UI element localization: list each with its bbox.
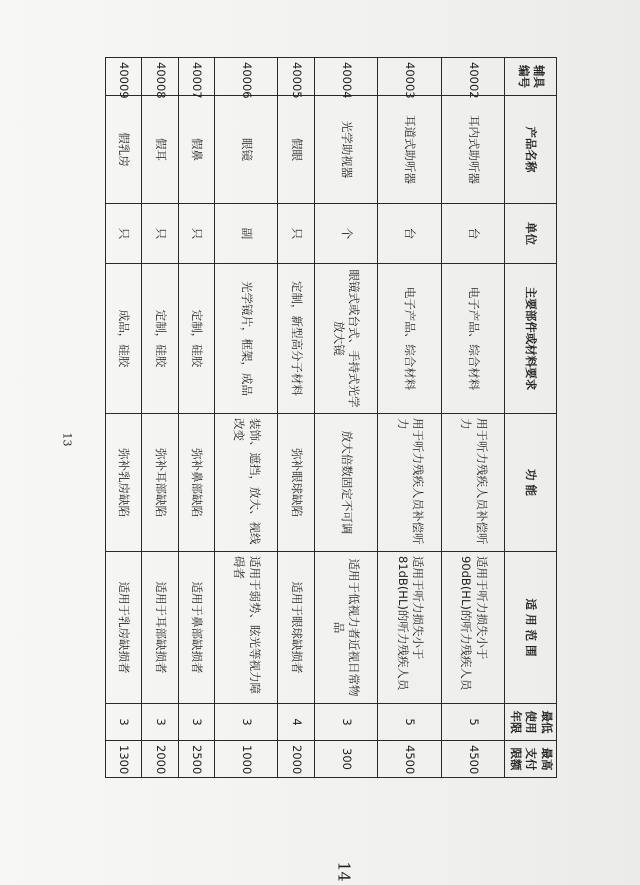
cell-unit: 只 (142, 204, 178, 264)
cell-function: 用于听力残疾人员补偿听力 (441, 414, 505, 552)
cell-code: 40006 (214, 58, 278, 96)
cell-name: 耳道式助听器 (378, 96, 442, 204)
cell-code: 40008 (142, 58, 178, 96)
cell-code: 40005 (278, 58, 314, 96)
cell-unit: 台 (441, 204, 505, 264)
cell-function: 装饰、遮挡，放大、视线改变 (214, 414, 278, 552)
cell-name: 假鼻 (178, 96, 214, 204)
cell-name: 光学助视器 (314, 96, 378, 204)
cell-name: 眼镜 (214, 96, 278, 204)
cell-material: 电子产品、综合材料 (378, 264, 442, 414)
cell-scope: 适用于耳部缺损者 (142, 552, 178, 704)
cell-limit: 4500 (378, 741, 442, 778)
rotated-table-container (105, 57, 557, 777)
page-number-left: 13 (60, 432, 74, 447)
page-number-bottom: 14 (334, 861, 354, 882)
cell-name: 假乳房 (106, 96, 142, 204)
table-row (278, 58, 314, 778)
table-row (178, 58, 214, 778)
cell-material: 光学镜片，框架，成品 (214, 264, 278, 414)
cell-years: 3 (178, 704, 214, 741)
cell-years: 3 (106, 704, 142, 741)
cell-limit: 1000 (214, 741, 278, 778)
table-header-row (505, 58, 557, 778)
cell-material: 电子产品、综合材料 (441, 264, 505, 414)
header-function: 功 能 (505, 414, 557, 552)
table-row (142, 58, 178, 778)
header-material: 主要部件或材料要求 (505, 264, 557, 414)
table-row (214, 58, 278, 778)
cell-years: 5 (441, 704, 505, 741)
header-limit: 最高支付限额 (505, 741, 557, 778)
header-code: 辅具编号 (505, 58, 557, 96)
header-unit: 单位 (505, 204, 557, 264)
cell-unit: 只 (278, 204, 314, 264)
cell-limit: 300 (314, 741, 378, 778)
cell-scope: 适用于听力损失小于81dB(HL)的听力残疾人员 (378, 552, 442, 704)
cell-limit: 2500 (178, 741, 214, 778)
cell-function: 弥补眼球缺陷 (278, 414, 314, 552)
cell-scope: 适用于鼻部缺损者 (178, 552, 214, 704)
cell-function: 用于听力残疾人员补偿听力 (378, 414, 442, 552)
header-name: 产品名称 (505, 96, 557, 204)
cell-limit: 1300 (106, 741, 142, 778)
cell-limit: 2000 (278, 741, 314, 778)
table-row (378, 58, 442, 778)
table-row (106, 58, 142, 778)
cell-years: 4 (278, 704, 314, 741)
header-scope: 适 用 范 围 (505, 552, 557, 704)
cell-function: 弥补乳房缺陷 (106, 414, 142, 552)
cell-material: 定制，硅胶 (142, 264, 178, 414)
cell-unit: 副 (214, 204, 278, 264)
cell-material: 成品，硅胶 (106, 264, 142, 414)
cell-years: 3 (314, 704, 378, 741)
cell-code: 40009 (106, 58, 142, 96)
cell-name: 假耳 (142, 96, 178, 204)
cell-function: 弥补耳部缺陷 (142, 414, 178, 552)
cell-scope: 适用于乳房缺损者 (106, 552, 142, 704)
cell-scope: 适用于听力损失小于90dB(HL)的听力残疾人员 (441, 552, 505, 704)
cell-name: 耳内式助听器 (441, 96, 505, 204)
cell-material: 眼镜式或台式、手持式光学放大镜 (314, 264, 378, 414)
cell-code: 40003 (378, 58, 442, 96)
cell-unit: 台 (378, 204, 442, 264)
cell-unit: 只 (178, 204, 214, 264)
cell-limit: 4500 (441, 741, 505, 778)
cell-material: 定制，硅胶 (178, 264, 214, 414)
cell-code: 40004 (314, 58, 378, 96)
cell-scope: 适用于弱势、眩光等视力障碍者 (214, 552, 278, 704)
cell-scope: 适用于眼球缺损者 (278, 552, 314, 704)
cell-name: 假眼 (278, 96, 314, 204)
cell-years: 3 (214, 704, 278, 741)
cell-function: 弥补鼻部缺陷 (178, 414, 214, 552)
cell-material: 定制，新型高分子材料 (278, 264, 314, 414)
cell-limit: 2000 (142, 741, 178, 778)
cell-years: 3 (142, 704, 178, 741)
assistive-device-table (105, 57, 557, 778)
cell-unit: 只 (106, 204, 142, 264)
cell-code: 40007 (178, 58, 214, 96)
table-row (314, 58, 378, 778)
header-years: 最低使用年限 (505, 704, 557, 741)
cell-years: 5 (378, 704, 442, 741)
cell-unit: 个 (314, 204, 378, 264)
cell-code: 40002 (441, 58, 505, 96)
cell-scope: 适用于低视力者近视日常物品 (314, 552, 378, 704)
table-row (441, 58, 505, 778)
cell-function: 放大倍数固定不可调 (314, 414, 378, 552)
